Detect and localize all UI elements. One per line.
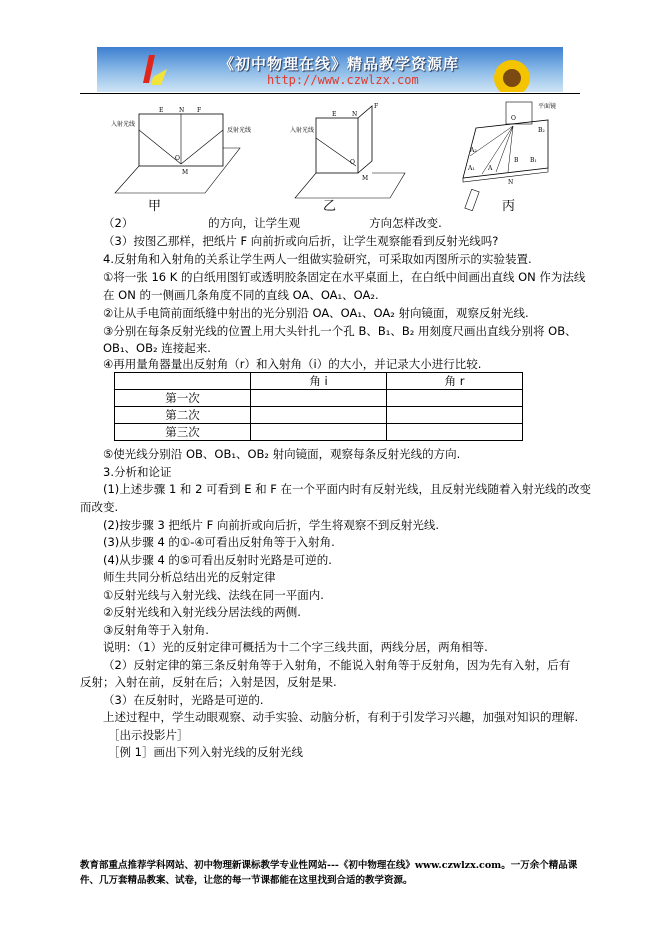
text-line: ③反射角等于入射角. [103,623,209,637]
text-line: OB₁、OB₂ 连接起来. [103,341,211,355]
table-header-row: 角 i 角 r [115,373,523,390]
label-a2: A₂ [470,147,477,154]
text-line: (4)从步骤 4 的⑤可看出反射时光路是可逆的. [103,553,332,567]
label-b1: B₁ [530,157,537,164]
figure-yi-diagram [290,96,410,200]
text-line: ②让从手电筒前面纸缝中射出的光分别沿 OA、OA₁、OA₂ 射向镜面，观察反射光线. [103,306,529,320]
label-o: O [175,155,180,162]
caption-bing: 丙 [502,199,516,214]
label-e: E [332,111,337,118]
text-line: ［出示投影片］ [108,728,189,742]
text-line: 反射；入射在前，反射在后；入射是因，反射是果. [80,675,337,689]
text-line: 3.分析和论证 [103,465,172,479]
text-line: ［例 1］画出下列入射光线的反射光线 [108,745,303,759]
text-line: (3)从步骤 4 的①-④可看出反射角等于入射角. [103,535,335,549]
text-line: ③分别在每条反射光线的位置上用大头针扎一个孔 B、B₁、B₂ 用刻度尺画出直线分别将 OB、 [103,324,577,338]
label-mirror: 平面镜 [538,103,557,110]
figure-bing-diagram [458,98,568,213]
text-line: 4.反射角和入射角的关系让学生两人一组做实验研究，可采取如丙图所示的实验装置. [103,252,532,266]
label-n: N [352,111,358,118]
text-line: (1)上述步骤 1 和 2 可看到 E 和 F 在一个平面内时有反射光线，且反射光线随着入射光线的改变 [103,482,592,496]
footer-line: 教育部重点推荐学科网站、初中物理新课标教学专业性网站---《初中物理在线》www.czwlzx.com。一万余个精品课 [80,860,578,871]
text-line: ①反射光线与入射光线、法线在同一平面内. [103,588,324,602]
label-incident: 入射光线 [290,127,315,134]
text-line: (2)按步骤 3 把纸片 F 向前折或向后折，学生将观察不到反射光线. [103,518,439,532]
label-m: M [182,169,189,176]
header-rule [80,93,580,94]
label-o: O [511,115,516,122]
label-n: N [179,107,185,114]
text-line: ⑤使光线分别沿 OB、OB₁、OB₂ 射向镜面，观察每条反射光线的方向. [103,447,461,461]
text-line: 上述过程中，学生动眼观察、动手实验、动脑分析，有利于引发学习兴趣，加强对知识的理解. [103,710,579,724]
text-line: ①将一张 16 K 的白纸用图钉或透明胶条固定在水平桌面上，在白纸中间画出直线 ON 作为法线 [103,270,586,284]
table-row: 第一次 [115,390,523,407]
banner-url[interactable]: http://www.czwlzx.com [267,73,419,87]
label-m: M [362,175,369,182]
caption-jia: 甲 [148,199,162,214]
label-a: A [488,165,493,172]
text-line: 师生共同分析总结出光的反射定律 [103,570,276,584]
caption-yi: 乙 [323,199,337,214]
text-line: ④再用量角器量出反射角（r）和入射角（i）的大小，并记录大小进行比较. [103,357,482,371]
table-row: 第三次 [115,424,523,441]
label-f: F [197,107,202,114]
text-line: （2）反射定律的第三条反射角等于入射角，不能说入射角等于反射角，因为先有入射，后有 [103,658,571,672]
logo-icon [137,47,177,92]
label-reflected: 反射光线 [227,127,252,134]
label-b2: B₂ [538,127,545,134]
label-o: O [350,159,355,166]
table-row: 第二次 [115,407,523,424]
label-e: E [159,107,164,114]
label-b: B [514,157,519,164]
site-banner [97,47,563,92]
banner-title: 《初中物理在线》精品教学资源库 [219,55,460,73]
text-line: 在 ON 的一侧画几条角度不同的直线 OA、OA₁、OA₂. [103,288,379,302]
text-line: 说明：（1）光的反射定律可概括为十二个字三线共面，两线分居，两角相等. [103,640,488,654]
footer-line: 件、几万套精品教案、试卷，让您的每一节课都能在这里找到合适的教学资源。 [80,875,413,886]
label-n: N [508,179,514,186]
label-f: F [374,103,379,110]
figure-jia-diagram [105,98,260,198]
text-line: （2） 的方向，让学生观 方向怎样改变. [103,216,442,230]
flashlight-icon [465,189,479,211]
sunflower-icon [482,52,542,92]
label-a1: A₁ [468,165,475,172]
text-line: （3）按图乙那样，把纸片 F 向前折或向后折，让学生观察能看到反射光线吗? [103,234,499,248]
text-line: 而改变. [80,500,119,514]
text-line: ②反射光线和入射光线分居法线的两侧. [103,605,301,619]
label-incident: 入射光线 [111,121,136,128]
angle-record-table [114,372,523,441]
text-line: （3）在反射时，光路是可逆的. [103,693,264,707]
